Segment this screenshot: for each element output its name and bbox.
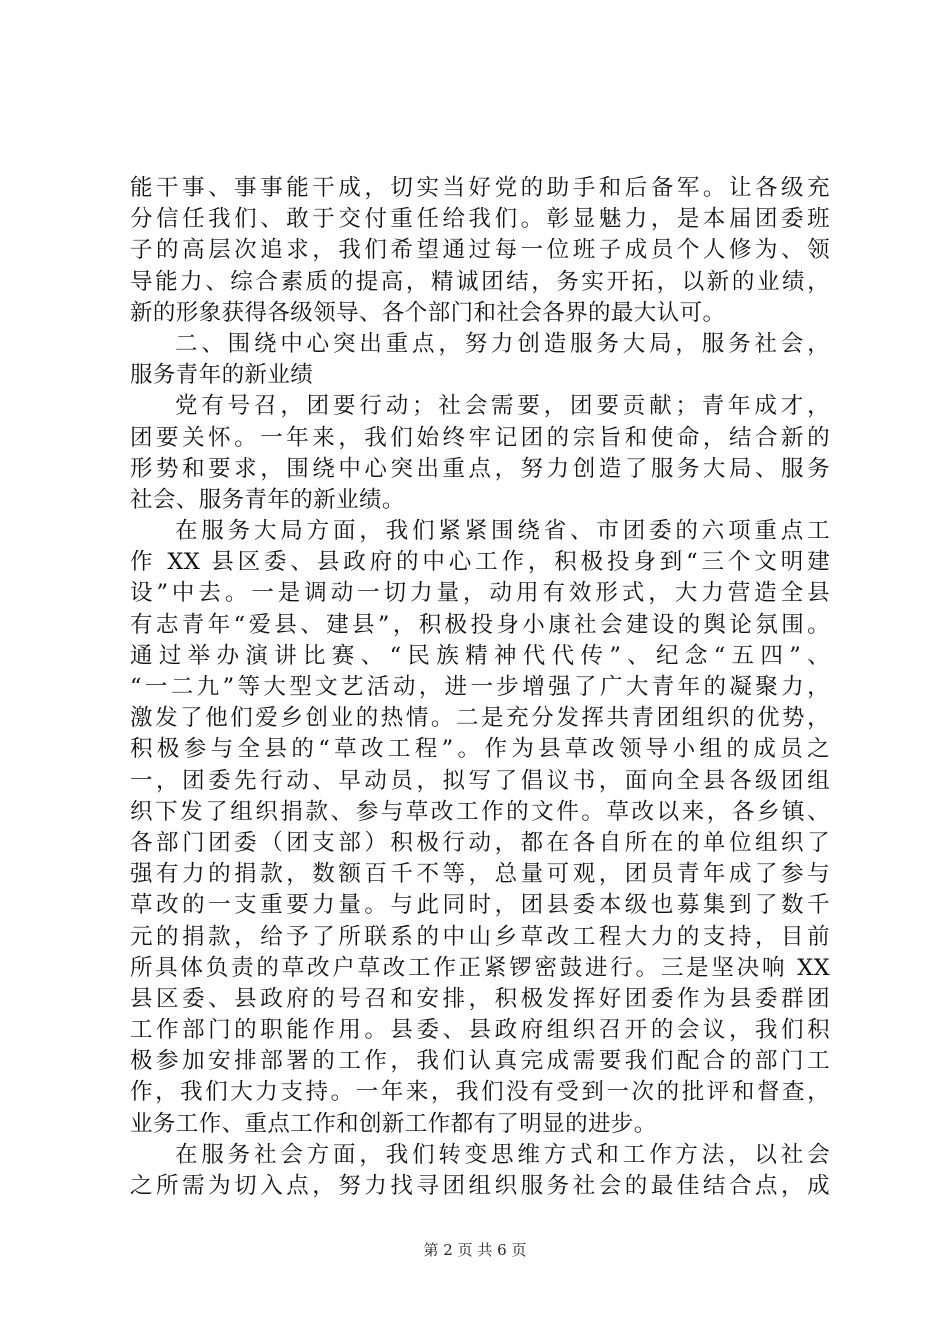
text-line: 通过举办演讲比赛、“民族精神代代传”、纪念“五四”、 [130,642,830,669]
text-line: 作，我们大力支持。一年来，我们没有受到一次的批评和督查， [130,1079,830,1106]
text-line: 工作部门的职能作用。县委、县政府组织召开的会议，我们积 [130,1017,830,1044]
text-line: 子的高层次追求，我们希望通过每一位班子成员个人修为、领 [130,237,830,264]
text-line: 新的形象获得各级领导、各个部门和社会各界的最大认可。 [130,299,726,326]
text-line: 在服务社会方面，我们转变思维方式和工作方法，以社会 [175,1141,830,1168]
text-line: 所具体负责的草改户草改工作正紧锣密鼓进行。三是坚决响 XX [130,954,830,981]
text-line: 二、围绕中心突出重点，努力创造服务大局，服务社会， [175,330,830,357]
page-number-footer: 第 2 页 共 6 页 [423,1241,527,1259]
text-line: 业务工作、重点工作和创新工作都有了明显的进步。 [130,1110,657,1137]
text-line: 之所需为切入点，努力找寻团组织服务社会的最佳结合点，成 [130,1173,830,1199]
text-line: 积极参与全县的“草改工程”。作为县草改领导小组的成员之 [130,736,830,763]
text-line: 草改的一支重要力量。与此同时，团县委本级也募集到了数千 [130,892,830,919]
text-line: 作 XX 县区委、县政府的中心工作，积极投身到“三个文明建 [130,549,830,576]
text-line: 能干事、事事能干成，切实当好党的助手和后备军。让各级充 [130,175,830,201]
text-line: 社会、服务青年的新业绩。 [130,486,405,513]
text-line: 元的捐款，给予了所联系的中山乡草改工程大力的支持，目前 [130,923,830,950]
text-line: 激发了他们爱乡创业的热情。二是充分发挥共青团组织的优势， [130,705,830,732]
text-line: 导能力、综合素质的提高，精诚团结，务实开拓，以新的业绩， [130,268,830,295]
text-line: 县区委、县政府的号召和安排，积极发挥好团委作为县委群团 [130,985,830,1012]
text-line: 团要关怀。一年来，我们始终牢记团的宗旨和使命，结合新的 [130,424,830,451]
document-body [130,173,830,1202]
text-line: 极参加安排部署的工作，我们认真完成需要我们配合的部门工 [130,1048,830,1075]
text-line: 分信任我们、敢于交付重任给我们。彰显魅力，是本届团委班 [130,206,830,233]
text-line: 党有号召，团要行动；社会需要，团要贡献；青年成才， [175,393,830,420]
text-line: 一，团委先行动、早动员，拟写了倡议书，面向全县各级团组 [130,767,830,794]
text-line: 设”中去。一是调动一切力量，动用有效形式，大力营造全县 [130,580,830,607]
text-line: 各部门团委（团支部）积极行动，都在各自所在的单位组织了 [130,829,830,856]
text-line: 在服务大局方面，我们紧紧围绕省、市团委的六项重点工 [175,518,830,545]
text-line: 形势和要求，围绕中心突出重点，努力创造了服务大局、服务 [130,455,830,482]
text-line: 织下发了组织捐款、参与草改工作的文件。草改以来，各乡镇、 [130,798,830,825]
text-line: 强有力的捐款，数额百千不等，总量可观，团员青年成了参与 [130,861,830,888]
text-line: 有志青年“爱县、建县”，积极投身小康社会建设的舆论氛围。 [130,611,830,638]
text-line: “一二九”等大型文艺活动，进一步增强了广大青年的凝聚力， [130,674,830,700]
text-line: 服务青年的新业绩 [130,362,314,389]
